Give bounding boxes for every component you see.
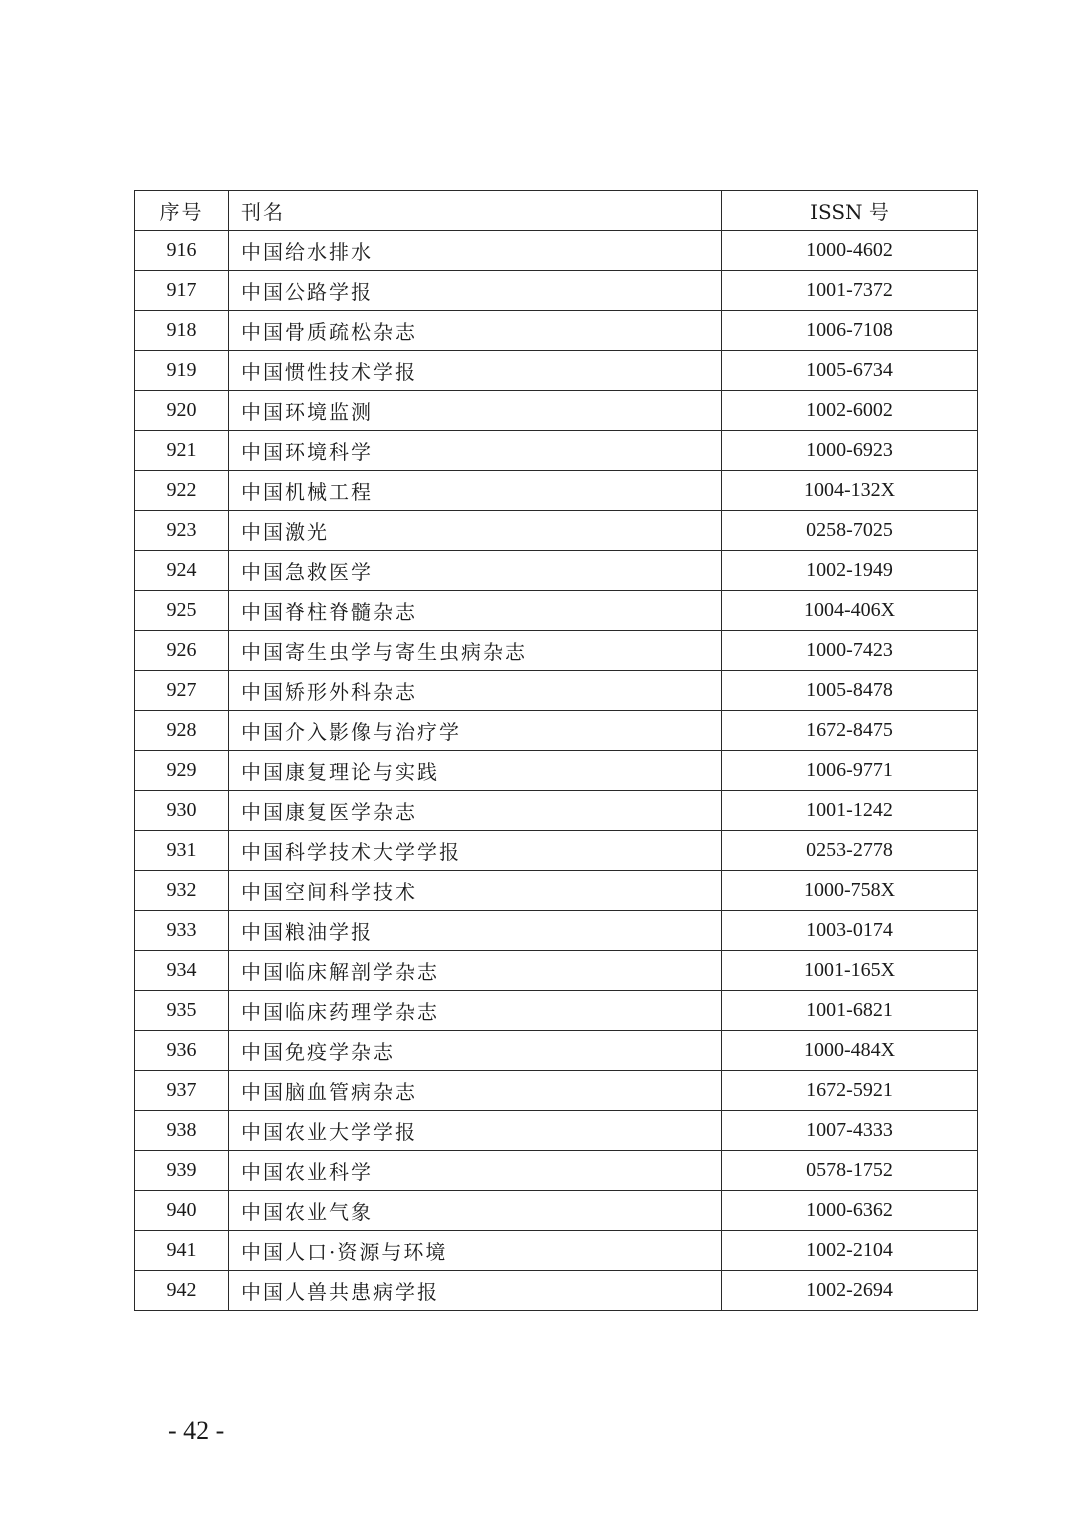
cell-issn: 0258-7025 [722, 511, 978, 551]
cell-serial-number: 929 [135, 751, 229, 791]
cell-serial-number: 926 [135, 631, 229, 671]
cell-issn: 1006-9771 [722, 751, 978, 791]
cell-serial-number: 932 [135, 871, 229, 911]
cell-serial-number: 928 [135, 711, 229, 751]
cell-serial-number: 916 [135, 231, 229, 271]
cell-issn: 1004-132X [722, 471, 978, 511]
cell-issn: 1001-165X [722, 951, 978, 991]
cell-journal-name: 中国临床解剖学杂志 [229, 951, 722, 991]
table-row [135, 431, 978, 471]
cell-journal-name: 中国康复理论与实践 [229, 751, 722, 791]
table-row [135, 471, 978, 511]
table-body [135, 231, 978, 1311]
cell-issn: 1000-7423 [722, 631, 978, 671]
table-row [135, 1151, 978, 1191]
cell-serial-number: 918 [135, 311, 229, 351]
cell-serial-number: 942 [135, 1271, 229, 1311]
column-header-issn: ISSN 号 [722, 191, 978, 231]
cell-journal-name: 中国给水排水 [229, 231, 722, 271]
cell-issn: 1000-4602 [722, 231, 978, 271]
cell-journal-name: 中国公路学报 [229, 271, 722, 311]
table-row [135, 591, 978, 631]
cell-journal-name: 中国激光 [229, 511, 722, 551]
cell-issn: 1001-1242 [722, 791, 978, 831]
cell-journal-name: 中国环境科学 [229, 431, 722, 471]
cell-issn: 1006-7108 [722, 311, 978, 351]
table-row [135, 551, 978, 591]
cell-serial-number: 937 [135, 1071, 229, 1111]
cell-serial-number: 931 [135, 831, 229, 871]
column-header-name: 刊名 [229, 191, 722, 231]
cell-journal-name: 中国脊柱脊髓杂志 [229, 591, 722, 631]
cell-serial-number: 920 [135, 391, 229, 431]
table-row [135, 711, 978, 751]
table-row [135, 1231, 978, 1271]
table-row [135, 791, 978, 831]
cell-serial-number: 933 [135, 911, 229, 951]
cell-journal-name: 中国急救医学 [229, 551, 722, 591]
cell-serial-number: 927 [135, 671, 229, 711]
journal-table [134, 190, 978, 1311]
cell-serial-number: 930 [135, 791, 229, 831]
cell-journal-name: 中国骨质疏松杂志 [229, 311, 722, 351]
cell-serial-number: 938 [135, 1111, 229, 1151]
cell-issn: 1001-6821 [722, 991, 978, 1031]
cell-issn: 1004-406X [722, 591, 978, 631]
cell-issn: 1002-6002 [722, 391, 978, 431]
table-row [135, 831, 978, 871]
cell-serial-number: 936 [135, 1031, 229, 1071]
table-row [135, 1031, 978, 1071]
cell-serial-number: 917 [135, 271, 229, 311]
table-header-row [135, 191, 978, 231]
cell-serial-number: 940 [135, 1191, 229, 1231]
table-row [135, 271, 978, 311]
table-row [135, 351, 978, 391]
cell-journal-name: 中国临床药理学杂志 [229, 991, 722, 1031]
table-row [135, 951, 978, 991]
table-row [135, 311, 978, 351]
cell-serial-number: 919 [135, 351, 229, 391]
table-row [135, 871, 978, 911]
cell-journal-name: 中国空间科学技术 [229, 871, 722, 911]
cell-serial-number: 924 [135, 551, 229, 591]
cell-journal-name: 中国农业科学 [229, 1151, 722, 1191]
table-row [135, 1191, 978, 1231]
cell-issn: 0253-2778 [722, 831, 978, 871]
table-row [135, 1271, 978, 1311]
cell-issn: 1005-6734 [722, 351, 978, 391]
cell-journal-name: 中国科学技术大学学报 [229, 831, 722, 871]
cell-journal-name: 中国环境监测 [229, 391, 722, 431]
table-row [135, 511, 978, 551]
table-row [135, 991, 978, 1031]
column-header-no: 序号 [135, 191, 229, 231]
cell-issn: 1672-8475 [722, 711, 978, 751]
cell-issn: 1672-5921 [722, 1071, 978, 1111]
table-row [135, 751, 978, 791]
cell-serial-number: 941 [135, 1231, 229, 1271]
cell-journal-name: 中国惯性技术学报 [229, 351, 722, 391]
table-row [135, 631, 978, 671]
cell-issn: 1000-758X [722, 871, 978, 911]
cell-journal-name: 中国农业气象 [229, 1191, 722, 1231]
cell-journal-name: 中国农业大学学报 [229, 1111, 722, 1151]
cell-issn: 1002-1949 [722, 551, 978, 591]
cell-journal-name: 中国机械工程 [229, 471, 722, 511]
cell-journal-name: 中国介入影像与治疗学 [229, 711, 722, 751]
cell-serial-number: 925 [135, 591, 229, 631]
cell-serial-number: 935 [135, 991, 229, 1031]
cell-issn: 1002-2694 [722, 1271, 978, 1311]
cell-journal-name: 中国康复医学杂志 [229, 791, 722, 831]
cell-serial-number: 921 [135, 431, 229, 471]
cell-issn: 1000-6362 [722, 1191, 978, 1231]
table-row [135, 1071, 978, 1111]
table-row [135, 671, 978, 711]
cell-issn: 1000-484X [722, 1031, 978, 1071]
cell-journal-name: 中国矫形外科杂志 [229, 671, 722, 711]
cell-journal-name: 中国寄生虫学与寄生虫病杂志 [229, 631, 722, 671]
page-number: - 42 - [168, 1416, 225, 1445]
cell-issn: 0578-1752 [722, 1151, 978, 1191]
cell-issn: 1002-2104 [722, 1231, 978, 1271]
cell-issn: 1000-6923 [722, 431, 978, 471]
cell-serial-number: 939 [135, 1151, 229, 1191]
cell-issn: 1005-8478 [722, 671, 978, 711]
cell-issn: 1003-0174 [722, 911, 978, 951]
cell-journal-name: 中国人口·资源与环境 [229, 1231, 722, 1271]
cell-issn: 1001-7372 [722, 271, 978, 311]
cell-journal-name: 中国人兽共患病学报 [229, 1271, 722, 1311]
cell-serial-number: 922 [135, 471, 229, 511]
table-row [135, 391, 978, 431]
cell-journal-name: 中国粮油学报 [229, 911, 722, 951]
cell-journal-name: 中国脑血管病杂志 [229, 1071, 722, 1111]
table-row [135, 911, 978, 951]
cell-journal-name: 中国免疫学杂志 [229, 1031, 722, 1071]
cell-issn: 1007-4333 [722, 1111, 978, 1151]
table-row [135, 231, 978, 271]
cell-serial-number: 934 [135, 951, 229, 991]
table-row [135, 1111, 978, 1151]
cell-serial-number: 923 [135, 511, 229, 551]
